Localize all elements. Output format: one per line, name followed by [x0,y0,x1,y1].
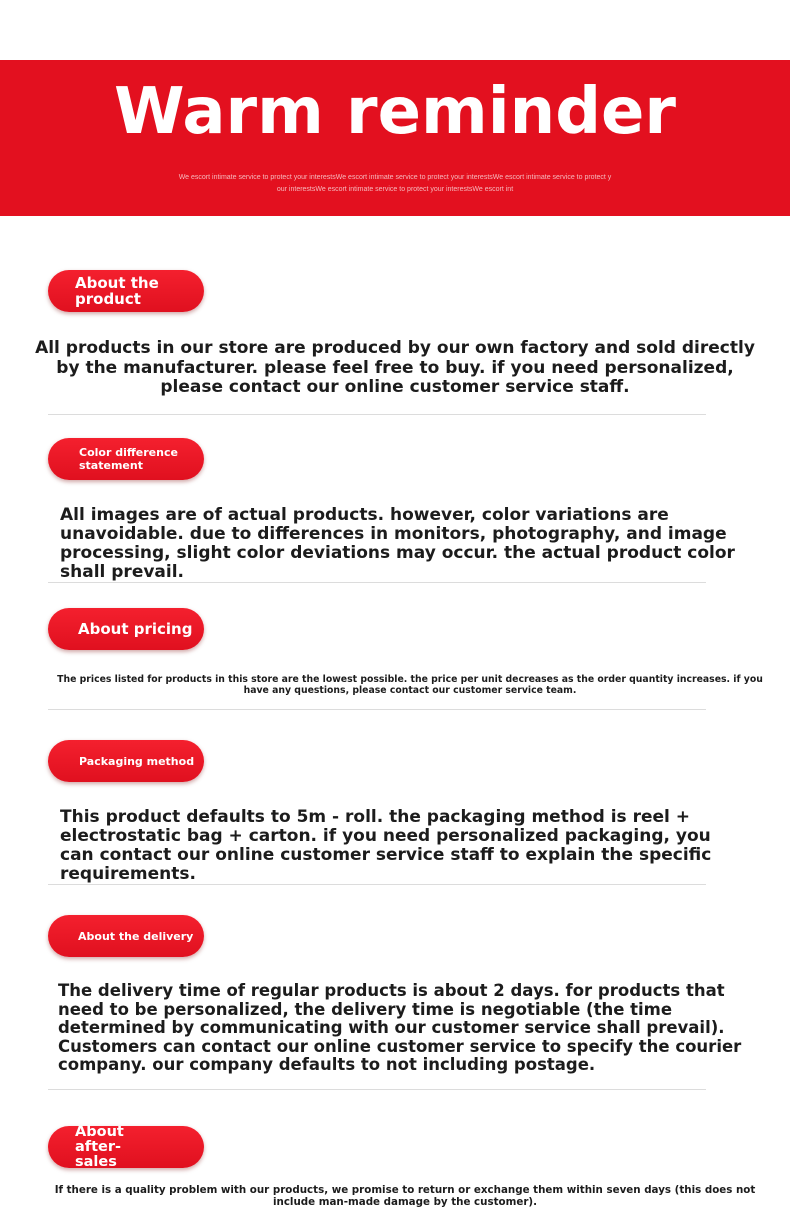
section-heading-packaging-method [48,740,204,782]
banner-title: Warm reminder [114,75,676,149]
section-divider [48,884,706,885]
section-body-packaging-method: This product defaults to 5m - roll. the packaging method is reel + electrostatic bag + carton. if you need personalized packaging, you can contact our online customer service staff to explain the specific requirements. [60,807,712,884]
section-divider [48,1089,706,1090]
section-divider [48,582,706,583]
section-body-about-delivery: The delivery time of regular products is about 2 days. for products that need to be personalized, the delivery time is negotiable (the time determined by communicating with our customer service shall prevail). Customers can contact our online customer service to specify the courier company. our company defaults to not including postage. [58,981,742,1074]
section-body-about-after-sales: If there is a quality problem with our products, we promise to return or exchange them within seven days (this does not include man-made damage by the customer). [54,1184,756,1208]
banner-subtitle [150,172,640,196]
banner-subtitle-line-2: our interestsWe escort intimate service to protect your interestsWe escort int [276,186,514,193]
section-heading-label: About the product [75,274,159,308]
section-body-about-product: All products in our store are produced by our own factory and sold directly by the manufacturer. please feel free to buy. if you need personalized, please contact our online customer service staff. [35,338,755,397]
section-divider [48,414,706,415]
section-heading-color-difference [48,438,204,480]
section-heading-label: About the delivery [78,929,194,943]
section-heading-about-pricing [48,608,204,650]
banner-subtitle-line-1: We escort intimate service to protect your interestsWe escort intimate service to protect your interestsWe escort intimate service to protect y [178,174,612,181]
section-body-color-difference: All images are of actual products. however, color variations are unavoidable. due to differences in monitors, photography, and image processing, slight color deviations may occur. the actual product color shall prevail. [60,505,735,582]
section-heading-about-product [48,270,204,312]
section-heading-about-after-sales [48,1123,204,1170]
section-heading-label: About after-sales [75,1123,124,1170]
section-divider [48,709,706,710]
section-heading-label: Color difference statement [79,446,178,472]
section-heading-about-delivery [48,915,204,957]
section-heading-label: Packaging method [79,754,195,768]
section-body-about-pricing: The prices listed for products in this store are the lowest possible. the price per unit decreases as the order quantity increases. if you have any questions, please contact our customer service team. [57,674,763,696]
warm-reminder-banner [0,60,790,216]
section-heading-label: About pricing [78,620,193,638]
